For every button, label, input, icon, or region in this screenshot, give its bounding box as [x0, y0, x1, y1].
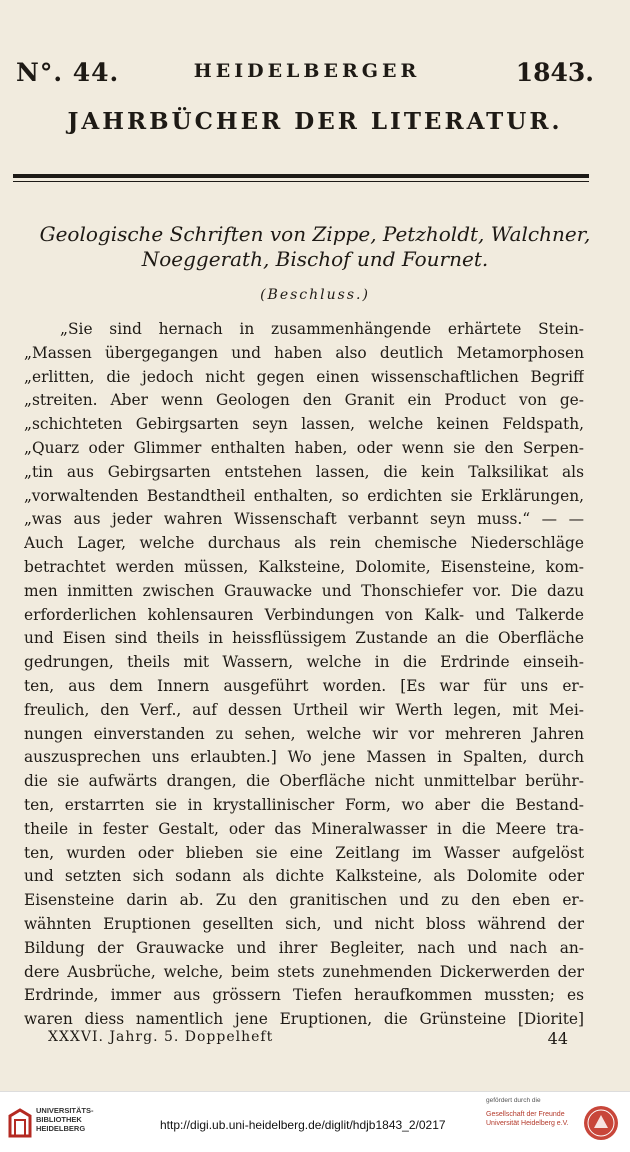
library-name: UNIVERSITÄTS- BIBLIOTHEK HEIDELBERG — [36, 1106, 94, 1133]
text-line: „streiten. Aber wenn Geologen den Granit ein Product von ge- — [24, 391, 584, 410]
masthead — [12, 58, 602, 92]
viewer-bottom-bar — [0, 1091, 630, 1152]
article-title — [0, 222, 630, 272]
text-line: ten, wurden oder blieben sie eine Zeitlang im Wasser aufgelöst — [24, 843, 584, 862]
text-line: Erdrinde, immer aus grössern Tiefen heraufkommen mussten; es — [24, 986, 584, 1005]
text-line: betrachtet werden müssen, Kalksteine, Dolomite, Eisensteine, kom- — [24, 557, 584, 576]
text-line: gedrungen, theils mit Wassern, welche in die Erdrinde einseih- — [24, 653, 584, 672]
header-rule-thick — [13, 174, 589, 178]
sponsor-name: Gesellschaft der Freunde Universität Heidelberg e.V. — [486, 1111, 569, 1127]
footer-page-number: 44 — [547, 1029, 568, 1048]
text-line: „tin aus Gebirgsarten entstehen lassen, die kein Talksilikat als — [24, 462, 584, 481]
text-line: wähnten Eruptionen gesellten sich, und nicht bloss während der — [24, 914, 584, 933]
text-line: Bildung der Grauwacke und ihrer Begleiter, nach und nach an- — [24, 938, 584, 957]
text-line: men inmitten zwischen Grauwacke und Thonschiefer vor. Die dazu — [24, 581, 584, 600]
text-line: ten, erstarrten sie in krystallinischer Form, wo aber die Bestand- — [24, 795, 584, 814]
article-subtitle: (Beschluss.) — [260, 287, 370, 303]
text-line: nungen einverstanden zu sehen, welche wir vor mehreren Jahren — [24, 724, 584, 743]
page-footer — [48, 1029, 568, 1051]
text-line: „Massen übergegangen und haben also deutlich Metamorphosen — [24, 343, 584, 362]
text-line: „Quarz oder Glimmer enthalten haben, oder wenn sie den Serpen- — [24, 438, 584, 457]
text-line: „schichteten Gebirgsarten seyn lassen, welche keinen Feldspath, — [24, 415, 584, 434]
library-logo-icon — [8, 1108, 32, 1138]
text-line: „erlitten, die jedoch nicht gegen einen wissenschaftlichen Begriff — [24, 367, 584, 386]
text-line: und setzten sich sodann als dichte Kalksteine, als Dolomite oder — [24, 867, 584, 886]
text-line: die sie aufwärts drangen, die Oberfläche nicht unmittelbar berühr- — [24, 772, 584, 791]
text-line: „Sie sind hernach in zusammenhängende erhärtete Stein- — [60, 320, 584, 338]
footer-signature: XXXVI. Jahrg. 5. Doppelheft — [48, 1029, 274, 1045]
text-line: freulich, den Verf., auf dessen Urtheil wir Werth legen, mit Mei- — [24, 700, 584, 719]
text-line: auszusprechen uns erlaubten.] Wo jene Massen in Spalten, durch — [24, 748, 584, 767]
sponsor-seal-icon — [582, 1104, 620, 1142]
text-line: „was aus jeder wahren Wissenschaft verbannt seyn muss.“ — — — [24, 510, 584, 529]
text-line: dere Ausbrüche, welche, beim stets zunehmenden Dickerwerden der — [24, 962, 584, 981]
article-title-line1: Geologische Schriften von Zippe, Petzholdt, Walchner, — [39, 222, 591, 246]
text-line: waren diess namentlich jene Eruptionen, die Grünsteine [Diorite] — [24, 1010, 584, 1029]
text-line: ten, aus dem Innern ausgeführt worden. [Es war für uns er- — [24, 676, 584, 695]
text-line: und Eisen sind theils in heissflüssigem Zustande an die Oberfläche — [24, 629, 584, 648]
journal-name-line2: JAHRBÜCHER DER LITERATUR. — [67, 108, 563, 135]
permalink-url[interactable]: http://digi.ub.uni-heidelberg.de/diglit/hdjb1843_2/0217 — [160, 1118, 446, 1132]
journal-name-line1: HEIDELBERGER — [193, 60, 421, 82]
text-line: Eisensteine darin ab. Zu den granitischen und zu den eben er- — [24, 891, 584, 910]
header-rule-thin — [13, 181, 589, 182]
article-title-line2: Noeggerath, Bischof und Fournet. — [141, 247, 489, 271]
issue-year: 1843. — [515, 58, 594, 87]
text-line: „vorwaltenden Bestandtheil enthalten, so erdichten sie Erklärungen, — [24, 486, 584, 505]
sponsor-caption: gefördert durch die — [486, 1097, 541, 1104]
article-body — [24, 318, 584, 1032]
text-line: theile in fester Gestalt, oder das Mineralwasser in die Meere tra- — [24, 819, 584, 838]
issue-number: N°. 44. — [16, 58, 120, 87]
text-line: erforderlichen kohlensauren Verbindungen von Kalk- und Talkerde — [24, 605, 584, 624]
text-line: Auch Lager, welche durchaus als rein chemische Niederschläge — [24, 534, 584, 553]
